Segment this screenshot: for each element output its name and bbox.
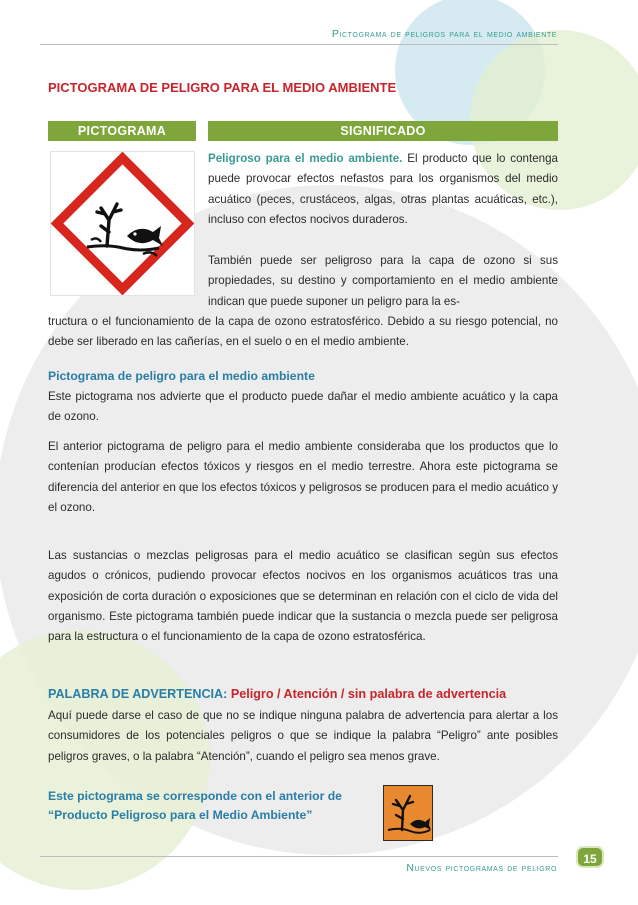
subsection-title: Pictograma de peligro para el medio ambiente (48, 369, 315, 383)
old-environment-hazard-icon (384, 786, 432, 840)
running-footer: Nuevos pictogramas de peligro (406, 862, 557, 874)
header-divider (40, 44, 558, 45)
significado-paragraph-2b: tructura o el funcionamiento de la capa de ozono estratosférico. Debido a su riesgo potencial, no debe ser liberado en las cañerías, en el suelo o en el medio ambiente. (48, 315, 558, 349)
footer-divider (40, 856, 558, 857)
correspondence-line-2: “Producto Peligroso para el Medio Ambiente” (48, 808, 313, 822)
running-header: Pictograma de peligros para el medio ambiente (331, 28, 557, 40)
warning-word-heading (48, 687, 506, 701)
old-environment-pictogram (383, 785, 433, 841)
environment-hazard-icon (51, 152, 194, 295)
significado-paragraph-2a: También puede ser peligroso para la capa de ozono si sus propiedades, su destino y comportamiento en el medio ambiente indican que puede suponer un peligro para la es- (208, 254, 558, 308)
correspondence-line-1: Este pictograma se corresponde con el anterior de (48, 789, 342, 803)
significado-paragraph-1 (208, 149, 558, 230)
section-title: PICTOGRAMA DE PELIGRO PARA EL MEDIO AMBIENTE (48, 80, 397, 95)
table-header-significado: SIGNIFICADO (208, 121, 558, 141)
page-number: 15 (576, 846, 604, 868)
paragraph-3: Las sustancias o mezclas peligrosas para el medio acuático se clasifican según sus efectos agudos o crónicos, pudiendo provocar efectos nocivos en los organismos acuáticos tras una exposición de corta duración o exposiciones que se determinan en relación con el ciclo de vida del organismo. Este pictograma también puede indicar que la sustancia o mezcla puede ser peligrosa para la estructura o el funcionamiento de la capa de ozono estratosférica. (48, 549, 558, 644)
warning-value: Peligro / Atención / sin palabra de advertencia (227, 687, 507, 701)
table-header-pictograma: PICTOGRAMA (48, 121, 196, 141)
warning-paragraph: Aquí puede darse el caso de que no se indique ninguna palabra de advertencia para alertar a los consumidores de los potenciales peligros o que se indique la palabra “Peligro” ante posibles peligros graves, o la palabra “Atención”, cuando el peligro sea menos grave. (48, 709, 558, 763)
warning-label: PALABRA DE ADVERTENCIA: (48, 687, 228, 701)
paragraph-2: El anterior pictograma de peligro para el medio ambiente consideraba que los productos que lo contenían producían efectos tóxicos y riesgos en el medio terrestre. Ahora este pictograma se diferencia del anterior en que los efectos tóxicos y peligrosos se producen para el medio acuático y el ozono. (48, 440, 558, 514)
ghs-environment-pictogram (50, 151, 195, 296)
significado-text-1: El producto que lo contenga puede provocar efectos nefastos para los organismos del medio acuático (peces, crustáceos, algas, otras plantas acuáticas, etc.), incluso con efectos nocivos duraderos. (208, 152, 558, 226)
significado-lead: Peligroso para el medio ambiente. (208, 152, 403, 165)
paragraph-1: Este pictograma nos advierte que el producto puede dañar el medio ambiente acuático y la capa de ozono. (48, 390, 558, 424)
